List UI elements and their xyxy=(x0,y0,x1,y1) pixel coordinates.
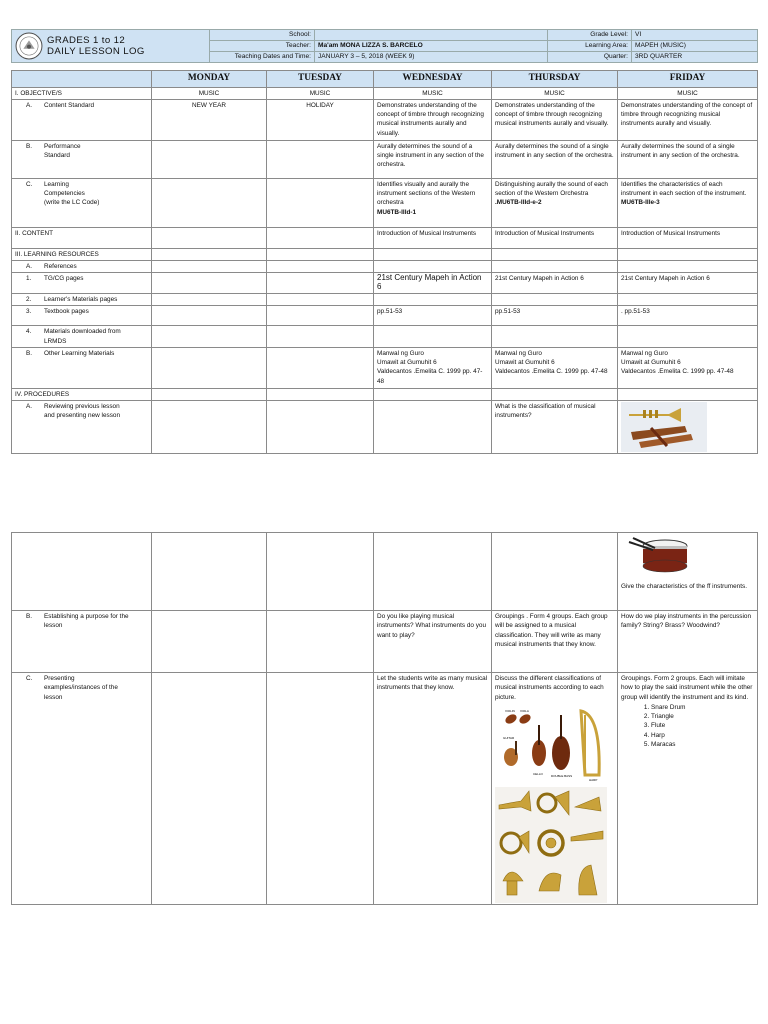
form-title-line1: GRADES 1 to 12 xyxy=(47,34,126,46)
performance-standard-thursday: Aurally determines the sound of a single instrument in any section of the orchestra. xyxy=(492,140,618,178)
row-number: B. xyxy=(26,142,33,150)
lesson-plan-table-continued xyxy=(11,532,758,905)
textbook-pages-wednesday: pp.51-53 xyxy=(374,306,492,326)
list-item: 1. Snare Drum xyxy=(651,703,754,712)
lesson-log-header xyxy=(11,29,758,63)
row-label-line2: and presenting new lesson xyxy=(44,412,121,420)
row-label-line1: Learning xyxy=(44,180,69,188)
presenting-thursday-text: Discuss the different classifications of musical instruments according to each picture. xyxy=(495,675,604,701)
presenting-thursday xyxy=(492,673,618,905)
row-label-line1: Presenting xyxy=(44,675,75,682)
corner-cell xyxy=(12,71,152,88)
row-label-line1: Reviewing previous lesson xyxy=(44,403,120,411)
references-label xyxy=(12,261,152,273)
other-materials-row xyxy=(12,347,758,388)
row-label: Learner's Materials pages xyxy=(44,296,118,304)
lesson-plan-table xyxy=(11,70,758,454)
material-book: Umawit at Gumuhit 6 xyxy=(377,359,437,367)
school-field[interactable] xyxy=(315,30,548,41)
row-number: 1. xyxy=(26,275,32,283)
lc-code: .MU6TB-IIId-e-2 xyxy=(495,199,542,207)
reviewing-friday-continued xyxy=(618,533,758,611)
subject-friday: MUSIC xyxy=(618,87,758,99)
quarter-label: Quarter: xyxy=(548,52,632,63)
lm-pages-label xyxy=(12,294,152,306)
row-label: Content Standard xyxy=(44,101,95,109)
row-number: C. xyxy=(26,675,33,682)
row-label: Textbook pages xyxy=(44,308,89,316)
purpose-wednesday: Do you like playing musical instruments? What instruments do you want to play? xyxy=(374,611,492,673)
row-label-line2: LRMDS xyxy=(44,337,67,345)
presenting-wednesday: Let the students write as many musical instruments that they know. xyxy=(374,673,492,905)
competencies-friday xyxy=(618,178,758,227)
dates-field[interactable]: JANUARY 3 – 5, 2018 (WEEK 9) xyxy=(315,52,548,63)
brass-instruments-image xyxy=(495,787,607,903)
other-materials-thursday xyxy=(492,347,618,388)
lm-pages-row xyxy=(12,294,758,306)
material-author: Valdecantos .Emelita C. 1999 pp. 47-48 xyxy=(495,368,608,376)
competencies-thursday xyxy=(492,178,618,227)
row-number: B. xyxy=(26,613,33,620)
presenting-label xyxy=(12,673,152,905)
content-row xyxy=(12,227,758,248)
lrmds-row xyxy=(12,326,758,348)
instrument-label: VIOLIN xyxy=(505,708,515,713)
quarter-field[interactable]: 3RD QUARTER xyxy=(632,52,758,63)
list-item: 3. Flute xyxy=(651,721,754,730)
resources-row xyxy=(12,248,758,260)
tg-pages-row xyxy=(12,273,758,294)
references-row xyxy=(12,261,758,273)
day-thursday: THURSDAY xyxy=(492,71,618,88)
row-number: C. xyxy=(26,180,33,188)
subject-monday: MUSIC xyxy=(152,87,267,99)
reviewing-friday xyxy=(618,401,758,454)
list-item: 2. Triangle xyxy=(651,712,754,721)
competencies-monday xyxy=(152,178,267,227)
lc-code: MU6TB-IIIe-3 xyxy=(621,199,660,207)
textbook-pages-friday: . pp.51-53 xyxy=(618,306,758,326)
objectives-row xyxy=(12,87,758,99)
textbook-pages-label xyxy=(12,306,152,326)
content-standard-monday: NEW YEAR xyxy=(152,99,267,140)
lrmds-label xyxy=(12,326,152,348)
snare-drum-image xyxy=(623,536,703,578)
learning-competencies-row xyxy=(12,178,758,227)
row-label-line2: lesson xyxy=(44,622,63,630)
competencies-tuesday xyxy=(267,178,374,227)
content-standard-thursday: Demonstrates understanding of the concept of timbre through recognizing musical instruments aurally and visually. xyxy=(492,99,618,140)
row-label-line2: examples/instances of the xyxy=(44,684,118,692)
reviewing-label xyxy=(12,401,152,454)
day-monday: MONDAY xyxy=(152,71,267,88)
row-number: A. xyxy=(26,263,33,271)
row-label-line3: (write the LC Code) xyxy=(44,199,100,207)
material-author: Valdecantos .Emelita C. 1999 pp. 47-48 xyxy=(377,368,483,385)
list-item: 5. Maracas xyxy=(651,740,754,749)
content-thursday: Introduction of Musical Instruments xyxy=(492,227,618,248)
teacher-field[interactable]: Ma'am MONA LIZZA S. BARCELO xyxy=(315,41,548,52)
reviewing-row xyxy=(12,401,758,454)
instrument-label: VIOLA xyxy=(520,708,529,713)
subject-tuesday: MUSIC xyxy=(267,87,374,99)
material-author: Valdecantos .Emelita C. 1999 pp. 47-48 xyxy=(621,368,734,376)
other-materials-friday xyxy=(618,347,758,388)
purpose-thursday: Groupings . Form 4 groups. Each group will be assigned to a musical classification. They will write as many musical instruments that they know. xyxy=(492,611,618,673)
row-number: 2. xyxy=(26,296,32,304)
content-monday xyxy=(152,227,267,248)
row-label: Other Learning Materials xyxy=(44,349,115,357)
purpose-friday: How do we play instruments in the percussion family? String? Brass? Woodwind? xyxy=(618,611,758,673)
row-number: A. xyxy=(26,403,33,411)
characteristics-caption: Give the characteristics of the ff instruments. xyxy=(621,583,747,590)
other-materials-label xyxy=(12,347,152,388)
competency-text: Identifies visually and aurally the instrument sections of the Western orchestra xyxy=(377,180,476,207)
tg-pages-wednesday: 21st Century Mapeh in Action 6 xyxy=(374,273,492,294)
teacher-label: Teacher: xyxy=(210,41,315,52)
day-friday: FRIDAY xyxy=(618,71,758,88)
content-wednesday: Introduction of Musical Instruments xyxy=(374,227,492,248)
grade-level-field[interactable]: VI xyxy=(632,30,758,41)
content-standard-tuesday: HOLIDAY xyxy=(267,99,374,140)
row-number: A. xyxy=(26,101,33,109)
purpose-label xyxy=(12,611,152,673)
material-title: Manwal ng Guro xyxy=(495,349,542,357)
day-wednesday: WEDNESDAY xyxy=(374,71,492,88)
content-label: II. CONTENT xyxy=(12,227,152,248)
material-title: Manwal ng Guro xyxy=(621,349,668,357)
dates-label: Teaching Dates and Time: xyxy=(210,52,315,63)
performance-standard-label xyxy=(12,140,152,178)
other-materials-wednesday xyxy=(374,347,492,388)
material-book: Umawit at Gumuhit 6 xyxy=(495,359,555,367)
performance-standard-monday xyxy=(152,140,267,178)
deped-seal-icon xyxy=(15,32,43,60)
reviewing-thursday: What is the classification of musical instruments? xyxy=(492,401,618,454)
row-label-line1: Performance xyxy=(44,142,81,150)
performance-standard-friday: Aurally determines the sound of a single instrument in any section of the orchestra. xyxy=(618,140,758,178)
grade-level-label: Grade Level: xyxy=(548,30,632,41)
instrument-label: GUITAR xyxy=(503,735,515,740)
row-number: B. xyxy=(26,349,33,357)
competencies-wednesday xyxy=(374,178,492,227)
tg-pages-label xyxy=(12,273,152,294)
row-number: 3. xyxy=(26,308,32,316)
textbook-pages-row xyxy=(12,306,758,326)
competency-text: Identifies the characteristics of each instrument in each section of the instrument. xyxy=(621,180,747,198)
row-label-line1: Materials downloaded from xyxy=(44,328,121,336)
instrument-list xyxy=(621,703,754,749)
trumpet-maracas-image xyxy=(621,402,707,452)
performance-standard-row xyxy=(12,140,758,178)
presenting-row xyxy=(12,673,758,905)
content-friday: Introduction of Musical Instruments xyxy=(618,227,758,248)
school-label: School: xyxy=(210,30,315,41)
material-title: Manwal ng Guro xyxy=(377,349,424,357)
resources-label: III. LEARNING RESOURCES xyxy=(12,248,152,260)
row-label-line1: Establishing a purpose for the xyxy=(44,613,129,620)
competency-text: Distinguishing aurally the sound of each section of the Western Orchestra xyxy=(495,180,608,198)
learning-area-label: Learning Area: xyxy=(548,41,632,52)
objectives-label: I. OBJECTIVE/S xyxy=(12,87,152,99)
row-label-line2: Competencies xyxy=(44,190,85,198)
purpose-row xyxy=(12,611,758,673)
row-label: TG/CG pages xyxy=(44,275,84,283)
instrument-label: CELLO xyxy=(533,771,543,776)
learning-competencies-label xyxy=(12,178,152,227)
content-standard-row xyxy=(12,99,758,140)
string-instruments-image xyxy=(495,705,607,785)
procedures-label: IV. PROCEDURES xyxy=(12,388,152,400)
performance-standard-wednesday: Aurally determines the sound of a single instrument in any section of the orchestra. xyxy=(374,140,492,178)
tg-pages-thursday: 21st Century Mapeh in Action 6 xyxy=(492,273,618,294)
lc-code: MU6TB-IIId-1 xyxy=(377,208,417,216)
content-standard-wednesday: Demonstrates understanding of the concept of timbre through recognizing musical instruments aurally and visually. xyxy=(374,99,492,140)
reviewing-row-continued xyxy=(12,533,758,611)
material-book: Umawit at Gumuhit 6 xyxy=(621,359,681,367)
row-label: References xyxy=(44,263,77,271)
day-tuesday: TUESDAY xyxy=(267,71,374,88)
row-label-line2: Standard xyxy=(44,152,70,160)
header-title-cell xyxy=(12,30,210,63)
instrument-label: DOUBLE BASS xyxy=(551,773,573,778)
procedures-row xyxy=(12,388,758,400)
content-standard-friday: Demonstrates understanding of the concept of timbre through recognizing musical instruments aurally and visually. xyxy=(618,99,758,140)
content-tuesday xyxy=(267,227,374,248)
learning-area-field[interactable]: MAPEH (MUSIC) xyxy=(632,41,758,52)
presenting-friday xyxy=(618,673,758,905)
tg-pages-friday: 21st Century Mapeh in Action 6 xyxy=(618,273,758,294)
row-number: 4. xyxy=(26,328,32,336)
instrument-label: HARP xyxy=(589,777,598,782)
day-header-row xyxy=(12,71,758,88)
performance-standard-tuesday xyxy=(267,140,374,178)
presenting-friday-text: Groupings. Form 2 groups. Each will imitate how to play the said instrument while the other group will identify the instrument and its kind. xyxy=(621,675,753,701)
content-standard-label xyxy=(12,99,152,140)
row-label-line3: lesson xyxy=(44,693,63,701)
textbook-pages-thursday: pp.51-53 xyxy=(492,306,618,326)
form-title-line2: DAILY LESSON LOG xyxy=(47,46,145,57)
subject-wednesday: MUSIC xyxy=(374,87,492,99)
list-item: 4. Harp xyxy=(651,731,754,740)
subject-thursday: MUSIC xyxy=(492,87,618,99)
